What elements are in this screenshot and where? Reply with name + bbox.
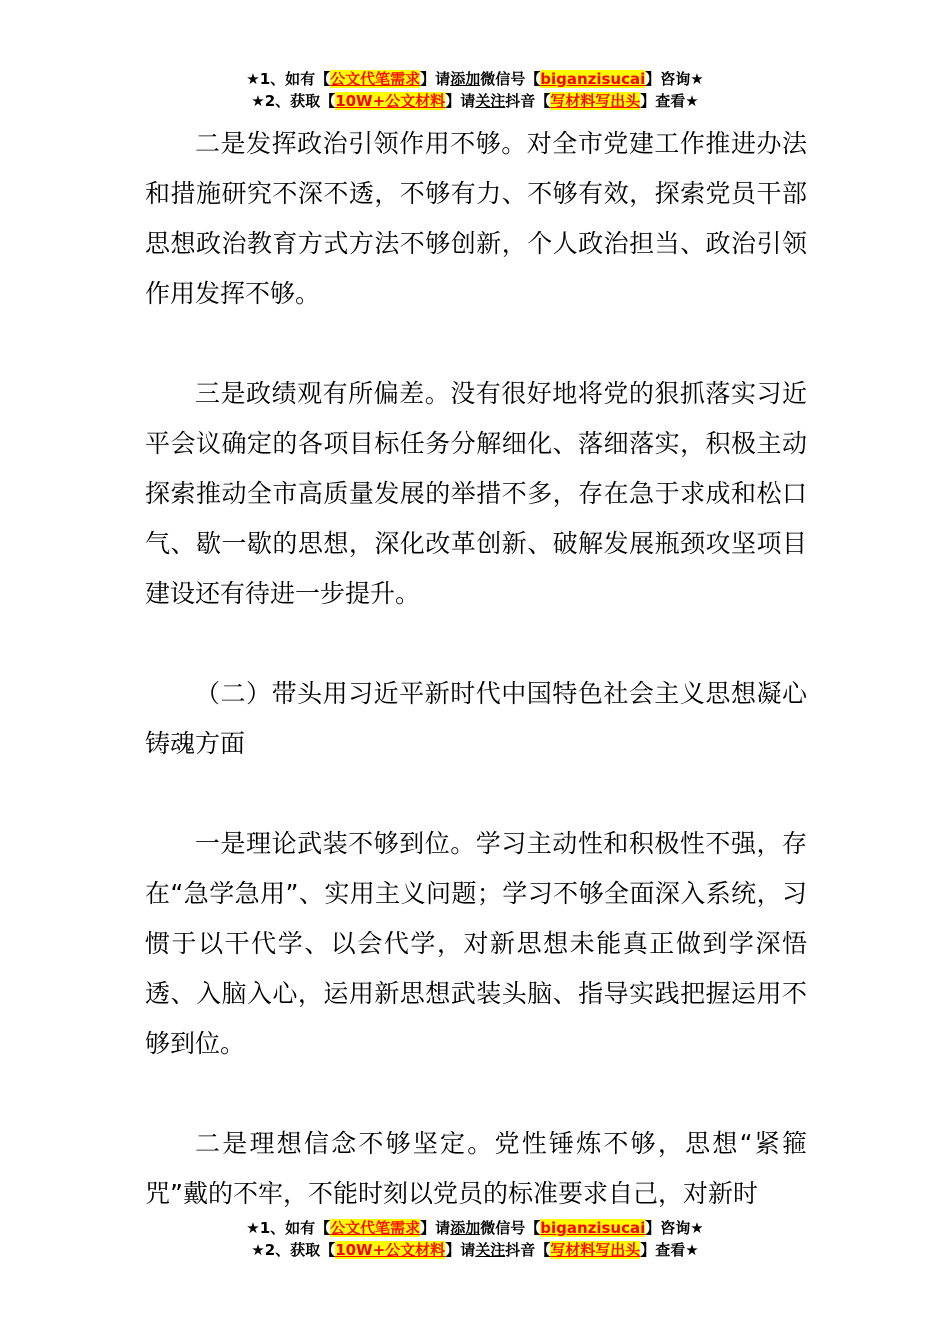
wechat-id-highlight: biganzisucai <box>540 1219 646 1237</box>
header-banner-line-2: ★2、获取【10W+公文材料】请关注抖音【写材料写出头】查看★ <box>251 92 699 110</box>
paragraph: 二是发挥政治引领作用不够。对全市党建工作推进办法和措施研究不深不透，不够有力、不够有效，探索党员干部思想政治教育方式方法不够创新，个人政治担当、政治引领作用发挥不够。 <box>145 129 807 308</box>
footer-banner-line-2: ★2、获取【10W+公文材料】请关注抖音【写材料写出头】查看★ <box>251 1241 699 1259</box>
wechat-id-highlight: biganzisucai <box>540 70 646 88</box>
header-banner-line-1: ★1、如有【公文代笔需求】请添加微信号【biganzisucai】咨询★ <box>246 70 704 88</box>
paragraph: 一是理论武装不够到位。学习主动性和积极性不强，存在“急学急用”、实用主义问题；学习不够全面深入系统，习惯于以干代学、以会代学，对新思想未能真正做到学深悟透、入脑入心，运用新思想武装头脑、指导实践把握运用不够到位。 <box>145 829 807 1058</box>
footer-banner-line-1: ★1、如有【公文代笔需求】请添加微信号【biganzisucai】咨询★ <box>246 1219 704 1237</box>
douyin-account-highlight: 写材料写出头 <box>550 92 641 110</box>
header-banner <box>0 68 950 112</box>
materials-highlight: 10W+公文材料 <box>335 92 446 110</box>
douyin-account-highlight: 写材料写出头 <box>550 1241 641 1259</box>
document-body <box>145 119 807 1269</box>
ghostwriting-highlight: 公文代笔需求 <box>330 1219 421 1237</box>
ghostwriting-highlight: 公文代笔需求 <box>330 70 421 88</box>
paragraph: 二是理想信念不够坚定。党性锤炼不够，思想“紧箍咒”戴的不牢，不能时刻以党员的标准要求自己，对新时 <box>145 1129 807 1208</box>
materials-highlight: 10W+公文材料 <box>335 1241 446 1259</box>
footer-banner <box>0 1217 950 1261</box>
paragraph: 三是政绩观有所偏差。没有很好地将党的狠抓落实习近平会议确定的各项目标任务分解细化、落细落实，积极主动探索推动全市高质量发展的举措不多，存在急于求成和松口气、歇一歇的思想，深化改革创新、破解发展瓶颈攻坚项目建设还有待进一步提升。 <box>145 379 807 608</box>
section-heading: （二）带头用习近平新时代中国特色社会主义思想凝心铸魂方面 <box>145 679 807 758</box>
